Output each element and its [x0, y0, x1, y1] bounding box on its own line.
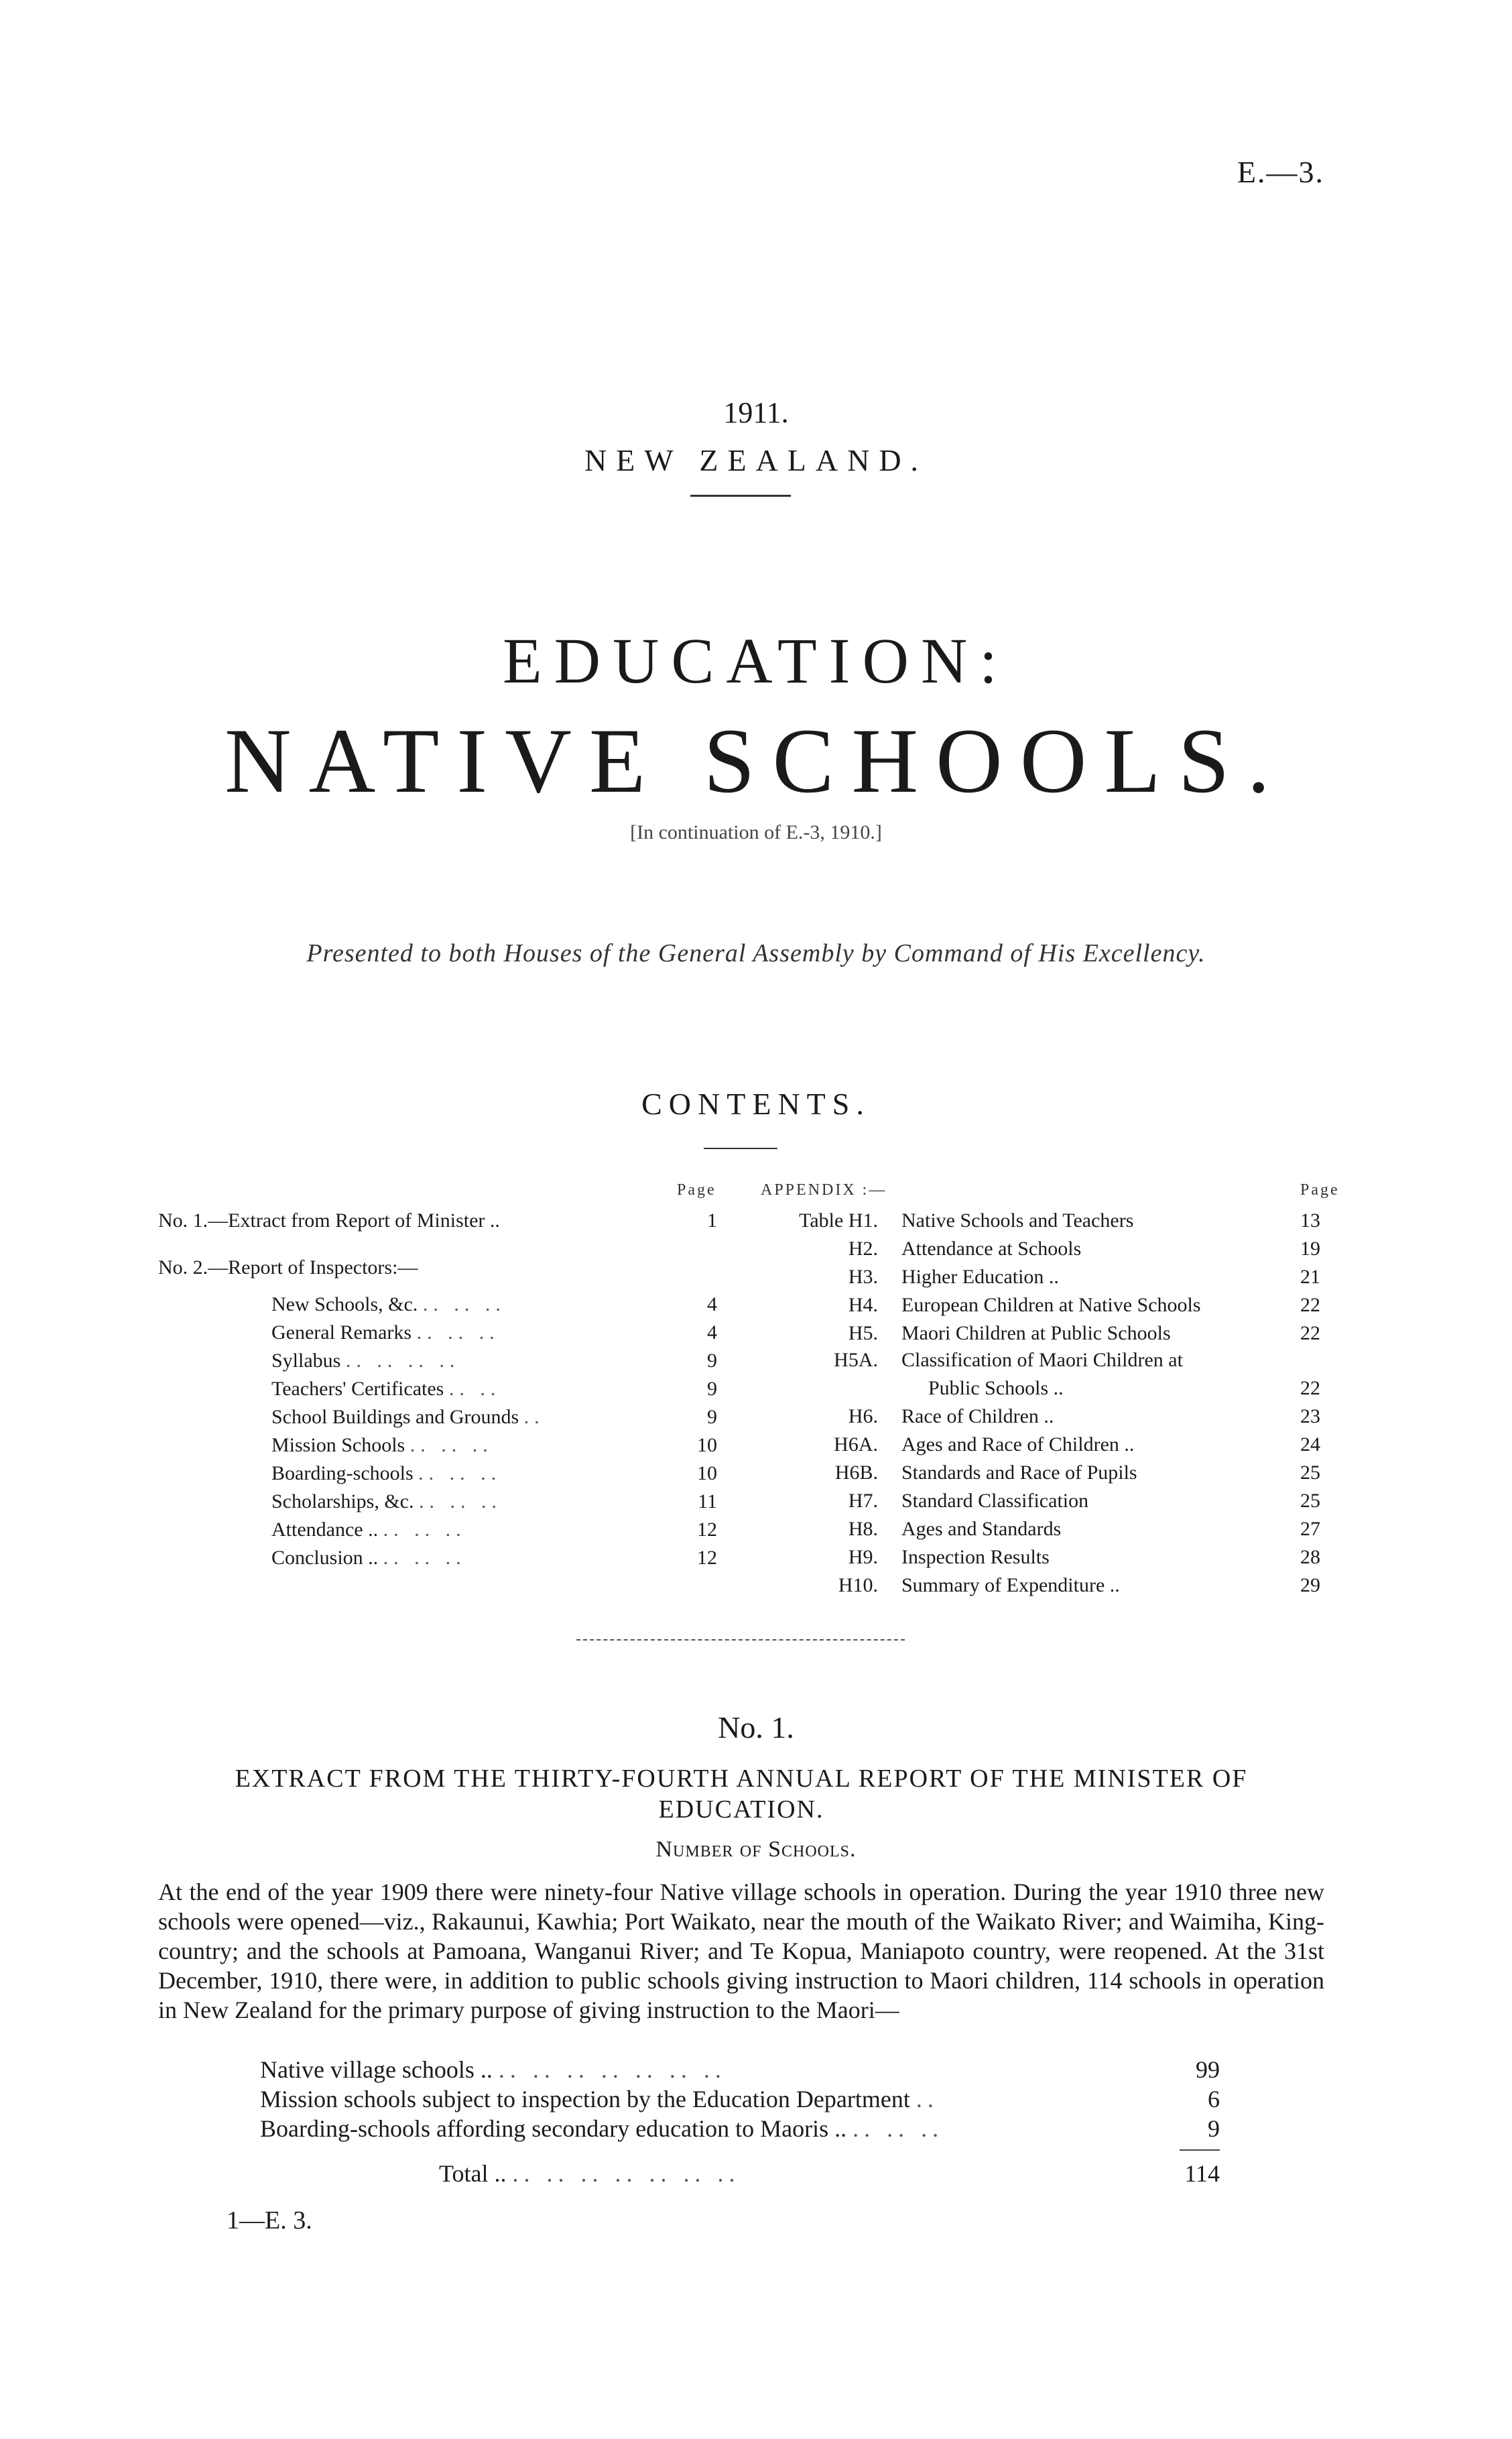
- toc-label: No. 1.—Extract from Report of Minister ..: [158, 1209, 500, 1232]
- toc-page: 22: [1300, 1322, 1320, 1344]
- section-subheading: Number of Schools.: [655, 1837, 857, 1862]
- list-label: Native village schools ..: [260, 2056, 493, 2083]
- toc-label: Standard Classification: [901, 1490, 1089, 1512]
- toc-table-id: H6B.: [834, 1462, 878, 1484]
- toc-label: Summary of Expenditure ..: [901, 1574, 1120, 1596]
- toc-page: 28: [1300, 1546, 1320, 1568]
- toc-label: Attendance at Schools: [901, 1238, 1082, 1260]
- toc-row: School Buildings and Grounds ..: [271, 1406, 545, 1428]
- toc-label: Ages and Race of Children ..: [901, 1433, 1135, 1455]
- total-row: Total .. .. .. .. .. .. .. ..: [439, 2160, 741, 2187]
- title: EDUCATION:: [503, 625, 1009, 697]
- toc-page: 12: [697, 1547, 717, 1569]
- toc-row: Conclusion .. .. .. ..: [271, 1547, 466, 1569]
- toc-page: 11: [698, 1490, 717, 1512]
- toc-page: 23: [1300, 1405, 1320, 1427]
- toc-label: Higher Education ..: [901, 1266, 1059, 1288]
- toc-label: Inspection Results: [901, 1546, 1050, 1568]
- sheet-signature: 1—E. 3.: [227, 2206, 312, 2235]
- list-label: Mission schools subject to inspection by the Education Department: [260, 2086, 910, 2113]
- page-label-right: Page: [1300, 1181, 1340, 1199]
- toc-label: No. 2.—Report of Inspectors:—: [158, 1256, 418, 1278]
- toc-label: Native Schools and Teachers: [901, 1209, 1134, 1232]
- contents-heading: CONTENTS.: [641, 1087, 871, 1121]
- list-value: 9: [1208, 2115, 1220, 2142]
- toc-label: Scholarships, &c.: [271, 1490, 414, 1512]
- toc-label: Race of Children ..: [901, 1405, 1054, 1427]
- list-item: Boarding-schools affording secondary education to Maoris .. .. .. ..: [260, 2115, 944, 2142]
- toc-row: Scholarships, &c. .. .. ..: [271, 1490, 502, 1512]
- toc-label: Teachers' Certificates: [271, 1378, 444, 1400]
- toc-table-id: H3.: [848, 1266, 878, 1288]
- toc-label: Ages and Standards: [901, 1518, 1062, 1540]
- list-item: Mission schools subject to inspection by the Education Department ..: [260, 2086, 939, 2113]
- toc-table-id: H9.: [848, 1546, 878, 1568]
- toc-table-id: H4.: [848, 1294, 878, 1316]
- toc-label: Syllabus: [271, 1350, 341, 1372]
- toc-page: 27: [1300, 1518, 1320, 1540]
- toc-table-id: H5A.: [834, 1349, 878, 1371]
- toc-label: Attendance ..: [271, 1519, 379, 1541]
- toc-table-id: H10.: [838, 1574, 878, 1596]
- year: 1911.: [723, 396, 789, 429]
- page-label-left: Page: [677, 1181, 716, 1199]
- list-value: 6: [1208, 2086, 1220, 2113]
- toc-label: General Remarks: [271, 1321, 412, 1344]
- toc-label: Mission Schools: [271, 1434, 405, 1456]
- toc-label: Maori Children at Public Schools: [901, 1322, 1171, 1344]
- toc-row: Boarding-schools .. .. ..: [271, 1462, 502, 1484]
- toc-table-id: H6A.: [834, 1433, 878, 1455]
- presented-line: Presented to both Houses of the General Assembly by Command of His Excellency.: [306, 939, 1206, 967]
- continuation-note: [In continuation of E.-3, 1910.]: [630, 821, 882, 843]
- subtitle: NATIVE SCHOOLS.: [224, 709, 1288, 812]
- toc-table-id: H6.: [848, 1405, 878, 1427]
- list-value: 99: [1196, 2056, 1220, 2083]
- toc-row: Mission Schools .. .. ..: [271, 1434, 493, 1456]
- toc-page: 21: [1300, 1266, 1320, 1288]
- list-item: Native village schools .. .. .. .. .. .. .. ..: [260, 2056, 727, 2083]
- section-heading: EXTRACT FROM THE THIRTY-FOURTH ANNUAL REPORT OF THE MINISTER OF EDUCATION.: [235, 1765, 1248, 1824]
- toc-row: New Schools, &c. .. .. ..: [271, 1293, 506, 1315]
- toc-label: European Children at Native Schools: [901, 1294, 1201, 1316]
- total-label: Total ..: [439, 2160, 507, 2187]
- list-label: Boarding-schools affording secondary education to Maoris ..: [260, 2115, 847, 2142]
- toc-page: 10: [697, 1462, 717, 1484]
- toc-label: Public Schools ..: [928, 1377, 1064, 1399]
- toc-page: 10: [697, 1434, 717, 1456]
- section-divider: [576, 1639, 905, 1641]
- toc-row: General Remarks .. .. ..: [271, 1321, 500, 1344]
- toc-page: 25: [1300, 1490, 1320, 1512]
- toc-row: Teachers' Certificates .. ..: [271, 1378, 501, 1400]
- toc-page: 22: [1300, 1294, 1320, 1316]
- total-rule: [1180, 2149, 1220, 2151]
- toc-label: New Schools, &c.: [271, 1293, 418, 1315]
- body-paragraph: At the end of the year 1909 there were ninety-four Native village schools in operation. During the year 1910 three new schools were opened—viz., Rakaunui, Kawhia; Port Waikato, near the mouth of the Waikato River; and Waimiha, King-country; and the schools at Pamoana, Wanganui River; and Te Kopua, Maniapoto country, were reopened. At the 31st December, 1910, there were, in addition to public schools giving instruction to Maori children, 114 schools in operation in New Zealand for the primary purpose of giving instruction to the Maori—: [158, 1879, 1324, 2023]
- toc-label: Boarding-schools: [271, 1462, 414, 1484]
- toc-page: 9: [707, 1350, 717, 1372]
- toc-row: [158, 1207, 500, 1235]
- toc-label: Classification of Maori Children at: [901, 1349, 1183, 1371]
- toc-table-id: H5.: [848, 1322, 878, 1344]
- toc-row: Attendance .. .. .. ..: [271, 1519, 466, 1541]
- toc-table-id: Table H1.: [799, 1209, 878, 1232]
- toc-page: 19: [1300, 1238, 1320, 1260]
- toc-page: 12: [697, 1519, 717, 1541]
- toc-row: [158, 1254, 418, 1282]
- toc-label: Standards and Race of Pupils: [901, 1462, 1137, 1484]
- toc-page: 25: [1300, 1462, 1320, 1484]
- country: NEW ZEALAND.: [584, 443, 928, 477]
- total-value: 114: [1184, 2160, 1220, 2187]
- toc-page: 9: [707, 1406, 717, 1428]
- toc-page: 4: [707, 1293, 717, 1315]
- toc-page: 24: [1300, 1433, 1320, 1455]
- toc-label: School Buildings and Grounds: [271, 1406, 519, 1428]
- toc-page: 13: [1300, 1209, 1320, 1232]
- appendix-label: APPENDIX :—: [761, 1181, 887, 1199]
- toc-table-id: H7.: [848, 1490, 878, 1512]
- toc-table-id: H2.: [848, 1238, 878, 1260]
- toc-page: 22: [1300, 1377, 1320, 1399]
- toc-page: 4: [707, 1321, 717, 1344]
- toc-row: Syllabus .. .. .. ..: [271, 1350, 460, 1372]
- document-reference: E.—3.: [1237, 155, 1324, 189]
- toc-page: 9: [707, 1378, 717, 1400]
- toc-table-id: H8.: [848, 1518, 878, 1540]
- toc-label: Conclusion ..: [271, 1547, 379, 1569]
- toc-page: 29: [1300, 1574, 1320, 1596]
- toc-page: 1: [707, 1209, 717, 1232]
- section-number: No. 1.: [718, 1710, 794, 1744]
